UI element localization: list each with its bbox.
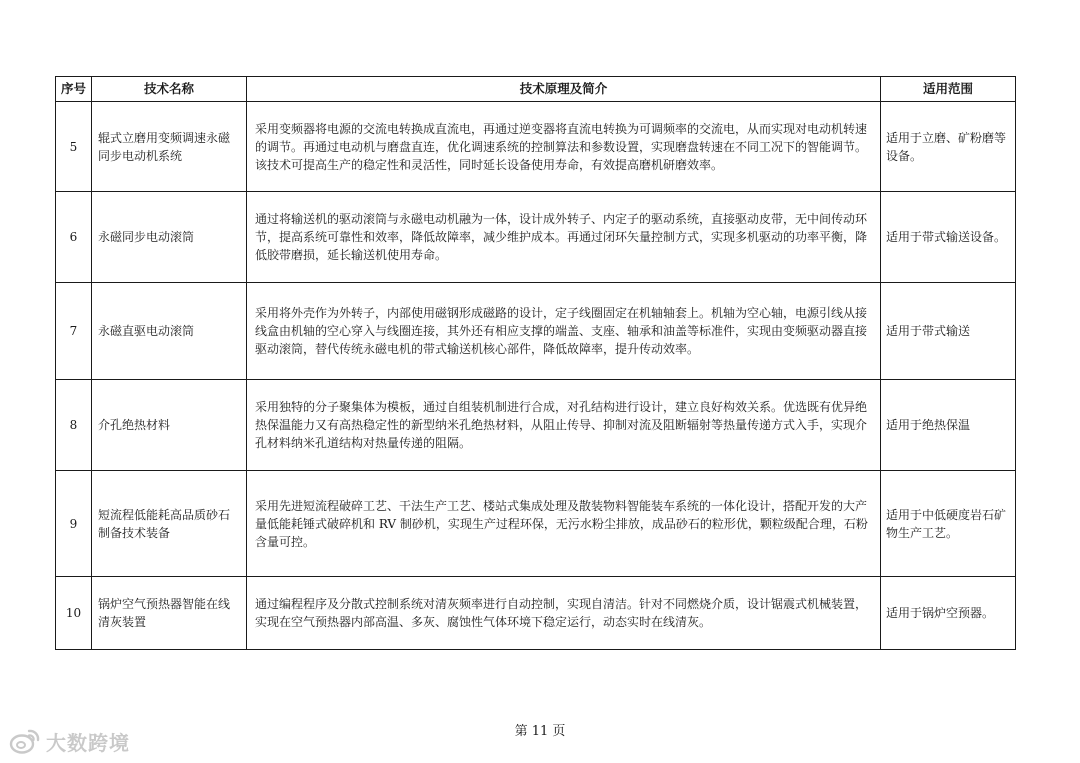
row-no: 6 bbox=[56, 192, 92, 283]
row-name: 辊式立磨用变频调速永磁同步电动机系统 bbox=[92, 102, 247, 192]
row-no: 8 bbox=[56, 380, 92, 471]
row-scope: 适用于中低硬度岩石矿物生产工艺。 bbox=[881, 471, 1016, 577]
row-desc: 采用变频器将电源的交流电转换成直流电，再通过逆变器将直流电转换为可调频率的交流电，从而实现对电动机转速的调节。再通过电动机与磨盘直连，优化调速系统的控制算法和参数设置，实现磨盘转速在不同工况下的智能调节。该技术可提高生产的稳定性和灵活性，同时延长设备使用寿命，有效提高磨机研磨效率。 bbox=[247, 102, 881, 192]
technology-table bbox=[55, 76, 1016, 650]
table-row bbox=[56, 283, 1016, 380]
table-row bbox=[56, 577, 1016, 650]
table-row bbox=[56, 102, 1016, 192]
table-row bbox=[56, 192, 1016, 283]
row-no: 9 bbox=[56, 471, 92, 577]
row-name: 锅炉空气预热器智能在线清灰装置 bbox=[92, 577, 247, 650]
row-scope: 适用于锅炉空预器。 bbox=[881, 577, 1016, 650]
row-scope: 适用于立磨、矿粉磨等设备。 bbox=[881, 102, 1016, 192]
row-no: 5 bbox=[56, 102, 92, 192]
page-number: 第 11 页 bbox=[514, 724, 566, 739]
row-scope: 适用于带式输送设备。 bbox=[881, 192, 1016, 283]
table-row bbox=[56, 471, 1016, 577]
row-desc: 采用将外壳作为外转子，内部使用磁钢形成磁路的设计，定子线圈固定在机轴轴套上。机轴为空心轴，电源引线从接线盒由机轴的空心穿入与线圈连接，其外还有相应支撑的端盖、支座、轴承和油盖等标准件，实现由变频驱动器直接驱动滚筒，替代传统永磁电机的带式输送机核心部件，降低故障率，提升传动效率。 bbox=[247, 283, 881, 380]
watermark bbox=[8, 726, 130, 756]
weibo-logo-icon bbox=[8, 726, 42, 756]
row-desc: 通过将输送机的驱动滚筒与永磁电动机融为一体，设计成外转子、内定子的驱动系统，直接驱动皮带，无中间传动环节，提高系统可靠性和效率，降低故障率，减少维护成本。再通过闭环矢量控制方式，实现多机驱动的功率平衡，降低胶带磨损，延长输送机使用寿命。 bbox=[247, 192, 881, 283]
row-name: 永磁同步电动滚筒 bbox=[92, 192, 247, 283]
table-row bbox=[56, 380, 1016, 471]
header-desc: 技术原理及简介 bbox=[247, 77, 881, 102]
row-name: 永磁直驱电动滚筒 bbox=[92, 283, 247, 380]
header-scope: 适用范围 bbox=[881, 77, 1016, 102]
watermark-text: 大数跨境 bbox=[46, 730, 130, 755]
row-scope: 适用于带式输送 bbox=[881, 283, 1016, 380]
row-no: 10 bbox=[56, 577, 92, 650]
row-scope: 适用于绝热保温 bbox=[881, 380, 1016, 471]
row-name: 介孔绝热材料 bbox=[92, 380, 247, 471]
row-desc: 采用独特的分子聚集体为模板，通过自组装机制进行合成，对孔结构进行设计，建立良好构效关系。优选既有优异绝热保温能力又有高热稳定性的新型纳米孔绝热材料，从阻止传导、抑制对流及阻断辐射等热量传递方式入手，实现介孔材料纳米孔道结构对热量传递的阻隔。 bbox=[247, 380, 881, 471]
row-desc: 通过编程程序及分散式控制系统对清灰频率进行自动控制，实现自清洁。针对不同燃烧介质，设计锯震式机械装置，实现在空气预热器内部高温、多灰、腐蚀性气体环境下稳定运行，动态实时在线清灰。 bbox=[247, 577, 881, 650]
header-no: 序号 bbox=[56, 77, 92, 102]
header-name: 技术名称 bbox=[92, 77, 247, 102]
table-header-row bbox=[56, 77, 1016, 102]
row-desc: 采用先进短流程破碎工艺、干法生产工艺、楼站式集成处理及散装物料智能装车系统的一体化设计，搭配开发的大产量低能耗锤式破碎机和 RV 制砂机，实现生产过程环保，无污水粉尘排放，成品砂石的粒形优，颗粒级配合理，石粉含量可控。 bbox=[247, 471, 881, 577]
row-name: 短流程低能耗高品质砂石制备技术装备 bbox=[92, 471, 247, 577]
row-no: 7 bbox=[56, 283, 92, 380]
